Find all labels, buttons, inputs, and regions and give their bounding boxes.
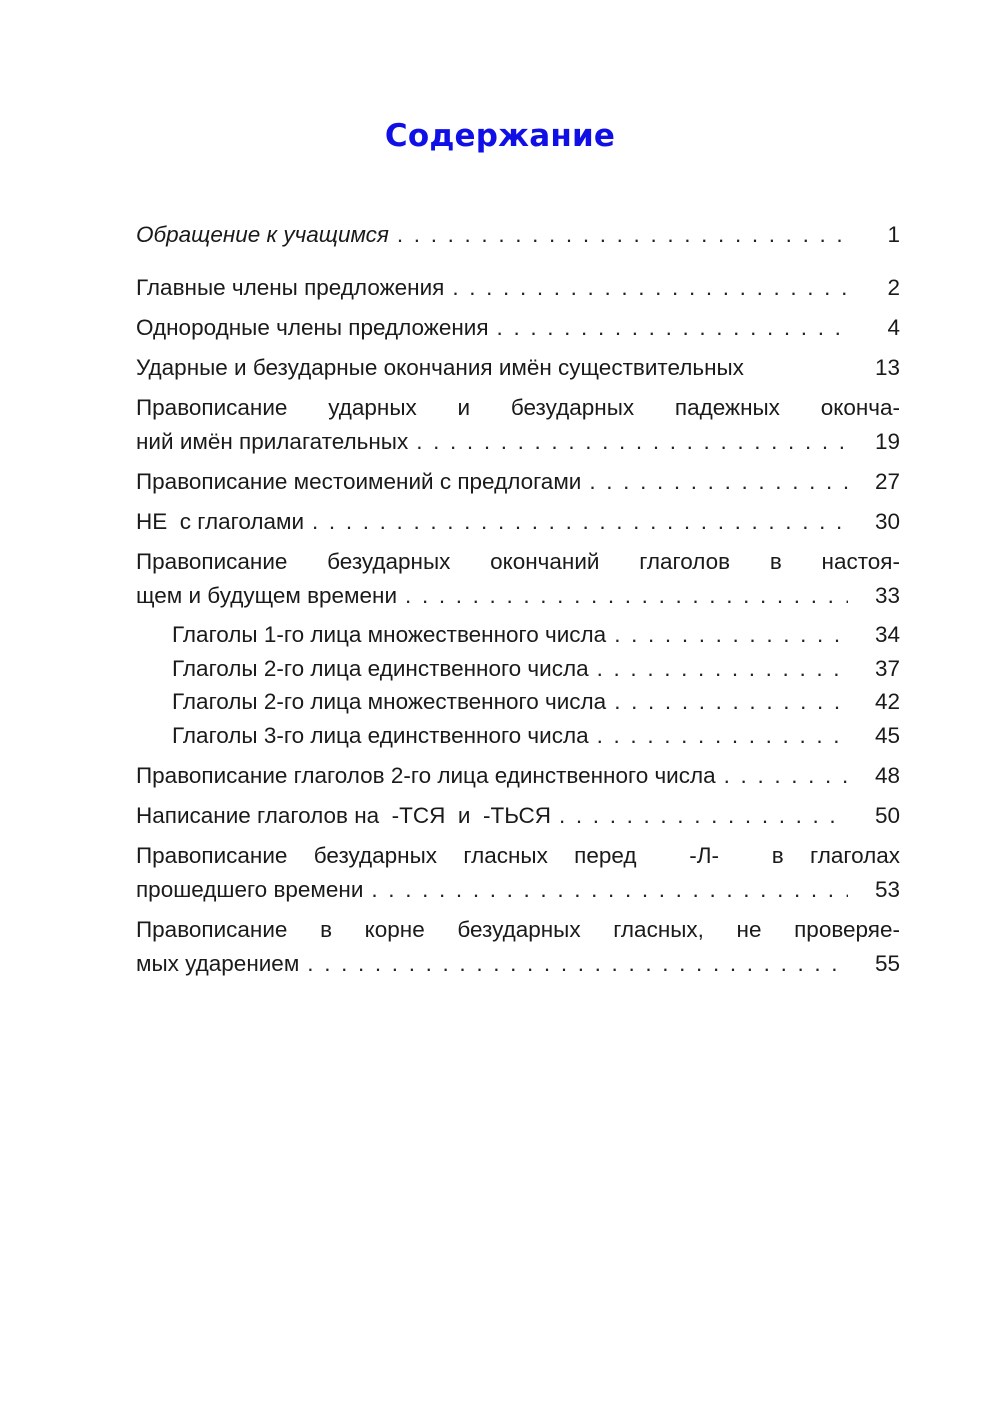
toc-page-number: 34 bbox=[874, 622, 900, 647]
toc-page-number: 55 bbox=[874, 951, 900, 976]
toc-page-number: 2 bbox=[887, 275, 900, 300]
toc-entry[interactable] bbox=[136, 759, 900, 793]
toc-subentry[interactable] bbox=[136, 652, 900, 686]
leader-dots bbox=[307, 947, 848, 981]
toc-entry[interactable] bbox=[136, 311, 900, 345]
toc-entry-text: Написание глаголов на -ТСЯ и -ТЬСЯ bbox=[136, 803, 551, 828]
toc-page-number: 48 bbox=[874, 763, 900, 788]
toc-entry-text-line1: Правописание безударных гласных перед -Л- в глаголах bbox=[136, 843, 900, 868]
leader-dots bbox=[452, 271, 848, 305]
toc-entry-text: НЕ с глаголами bbox=[136, 509, 305, 534]
toc-entry-text: мых ударением bbox=[136, 951, 300, 976]
toc-entry[interactable] bbox=[136, 391, 900, 459]
toc-subentry[interactable] bbox=[136, 685, 900, 719]
leader-dots bbox=[397, 218, 848, 252]
toc-page-number: 27 bbox=[874, 469, 900, 494]
toc-entry-text: Глаголы 3-го лица единственного числа bbox=[172, 723, 589, 748]
leader-dots bbox=[497, 311, 848, 345]
toc-entry-text: щем и будущем времени bbox=[136, 583, 398, 608]
toc-page-number: 33 bbox=[874, 583, 900, 608]
toc-entry[interactable] bbox=[136, 799, 900, 833]
toc-entry[interactable] bbox=[136, 505, 900, 539]
leader-dots bbox=[416, 425, 848, 459]
leader-dots bbox=[614, 618, 848, 652]
leader-dots bbox=[597, 719, 848, 753]
toc-entry-text: прошедшего времени bbox=[136, 877, 364, 902]
leader-dots bbox=[589, 465, 848, 499]
toc-page-number: 30 bbox=[874, 509, 900, 534]
toc-page-number: 1 bbox=[887, 222, 900, 247]
toc-page-number: 45 bbox=[874, 723, 900, 748]
toc-page-number: 4 bbox=[887, 315, 900, 340]
toc-entry[interactable] bbox=[136, 271, 900, 305]
toc-subentry[interactable] bbox=[136, 719, 900, 753]
leader-dots bbox=[405, 579, 848, 613]
toc-page-number: 53 bbox=[874, 877, 900, 902]
toc-entry-text: Однородные члены предложения bbox=[136, 315, 489, 340]
toc-entry-text: Правописание местоимений с предлогами bbox=[136, 469, 582, 494]
toc-entry-intro[interactable] bbox=[136, 218, 900, 252]
leader-dots bbox=[312, 505, 848, 539]
toc-entry[interactable] bbox=[136, 839, 900, 907]
toc-entry[interactable] bbox=[136, 351, 900, 385]
toc-entry-text: Главные члены предложения bbox=[136, 275, 445, 300]
toc-page-number: 19 bbox=[874, 429, 900, 454]
toc-entry[interactable] bbox=[136, 465, 900, 499]
leader-dots bbox=[371, 873, 848, 907]
leader-dots bbox=[597, 652, 848, 686]
toc-entry-text: ний имён прилагательных bbox=[136, 429, 409, 454]
leader-dots bbox=[724, 759, 848, 793]
toc-page-number: 13 bbox=[874, 355, 900, 380]
toc-entry-text: Ударные и безударные окончания имён существительных bbox=[136, 355, 744, 380]
leader-dots bbox=[614, 685, 848, 719]
leader-dots bbox=[559, 799, 848, 833]
toc-entry-text: Глаголы 2-го лица множественного числа bbox=[172, 689, 607, 714]
toc-subentry[interactable] bbox=[136, 618, 900, 652]
toc-entry-text: Обращение к учащимся bbox=[136, 222, 389, 247]
toc-page-number: 42 bbox=[874, 689, 900, 714]
toc-entry[interactable] bbox=[136, 913, 900, 981]
toc-entry-text-line1: Правописание в корне безударных гласных, не проверяе- bbox=[136, 917, 900, 942]
page-title: Содержание bbox=[384, 118, 616, 154]
toc-page-number: 50 bbox=[874, 803, 900, 828]
toc-entry-text-line1: Правописание безударных окончаний глаголов в настоя- bbox=[136, 549, 900, 574]
toc-entry-text-line1: Правописание ударных и безударных падежных оконча- bbox=[136, 395, 900, 420]
toc-entry[interactable] bbox=[136, 545, 900, 613]
toc-entry-text: Правописание глаголов 2-го лица единственного числа bbox=[136, 763, 716, 788]
toc-entry-text: Глаголы 2-го лица единственного числа bbox=[172, 656, 589, 681]
toc-entry-text: Глаголы 1-го лица множественного числа bbox=[172, 622, 607, 647]
toc-page-number: 37 bbox=[874, 656, 900, 681]
